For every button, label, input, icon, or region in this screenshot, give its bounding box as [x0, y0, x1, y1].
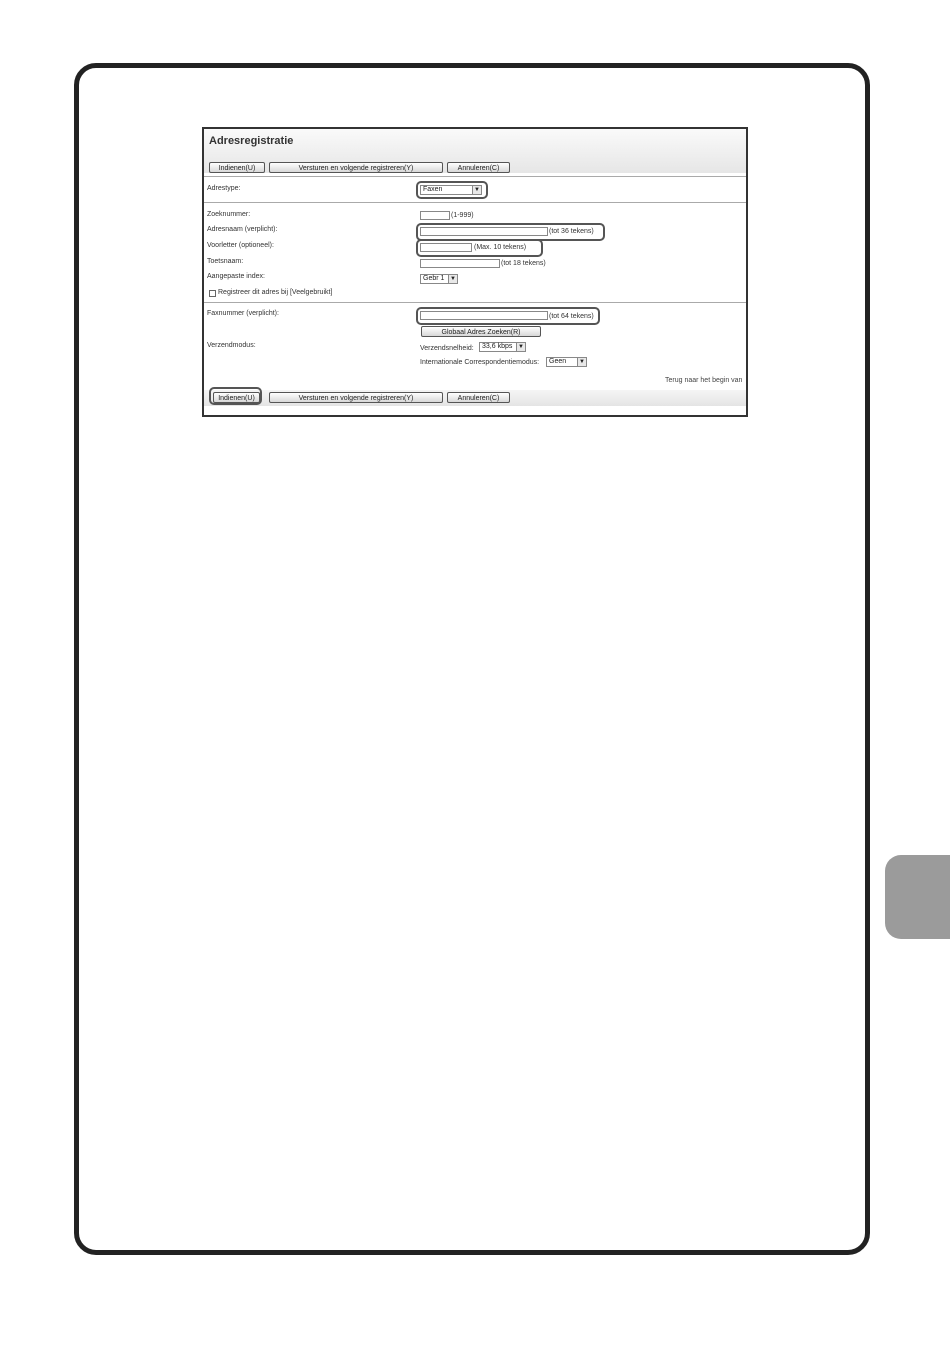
address-type-value: Faxen — [423, 186, 443, 193]
send-and-next-button-bottom[interactable]: Versturen en volgende registreren(Y) — [269, 392, 443, 403]
chevron-down-icon: ▼ — [516, 343, 525, 351]
custom-index-select[interactable] — [420, 274, 458, 284]
key-name-input[interactable] — [420, 259, 500, 268]
send-speed-label: Verzendsnelheid: — [420, 345, 474, 352]
intl-mode-select[interactable] — [546, 357, 587, 367]
send-speed-value: 33,6 kbps — [482, 343, 513, 350]
chevron-down-icon: ▼ — [472, 186, 481, 194]
highlight-submit — [209, 387, 262, 405]
chapter-tab — [885, 855, 950, 939]
chevron-down-icon: ▼ — [577, 358, 586, 366]
search-number-hint: (1-999) — [451, 212, 474, 219]
intl-mode-value: Geen — [549, 358, 567, 365]
send-mode-label: Verzendmodus: — [207, 342, 256, 349]
highlight-initial — [416, 239, 543, 257]
highlight-fax-number — [416, 307, 600, 325]
cancel-button[interactable]: Annuleren(C) — [447, 162, 510, 173]
address-registration-window — [202, 127, 748, 417]
highlight-address-type — [416, 181, 488, 199]
search-number-label: Zoeknummer: — [207, 211, 251, 218]
address-name-label: Adresnaam (verplicht): — [207, 226, 278, 233]
custom-index-value: Gebr 1 — [423, 275, 445, 282]
send-and-next-button[interactable]: Versturen en volgende registreren(Y) — [269, 162, 443, 173]
cancel-button-bottom[interactable]: Annuleren(C) — [447, 392, 510, 403]
initial-hint: (Max. 10 tekens) — [474, 244, 527, 251]
global-address-search-button[interactable]: Globaal Adres Zoeken(R) — [421, 326, 541, 337]
initial-label: Voorletter (optioneel): — [207, 242, 274, 249]
search-number-input[interactable] — [420, 211, 450, 220]
address-name-hint: (tot 36 tekens) — [549, 228, 594, 235]
intl-mode-label: Internationale Correspondentiemodus: — [420, 359, 540, 366]
page-title: Adresregistratie — [209, 135, 294, 147]
key-name-hint: (tot 18 tekens) — [501, 260, 546, 267]
submit-button[interactable]: Indienen(U) — [209, 162, 265, 173]
divider — [204, 302, 746, 303]
back-to-top-link[interactable]: Terug naar het begin van — [665, 377, 743, 384]
fax-number-hint: (tot 64 tekens) — [549, 313, 594, 320]
divider — [204, 176, 746, 177]
top-button-bar — [204, 162, 746, 176]
frequent-checkbox[interactable] — [209, 290, 216, 297]
chevron-down-icon: ▼ — [448, 275, 457, 283]
bottom-button-bar — [204, 390, 746, 406]
fax-number-label: Faxnummer (verplicht): — [207, 310, 279, 317]
submit-button-bottom[interactable]: Indienen(U) — [213, 392, 260, 403]
send-speed-select[interactable] — [479, 342, 526, 352]
frequent-checkbox-label: Registreer dit adres bij [Veelgebruikt] — [218, 289, 333, 296]
custom-index-label: Aangepaste index: — [207, 273, 265, 280]
key-name-label: Toetsnaam: — [207, 258, 244, 265]
divider — [204, 202, 746, 203]
address-type-label: Adrestype: — [207, 185, 241, 192]
